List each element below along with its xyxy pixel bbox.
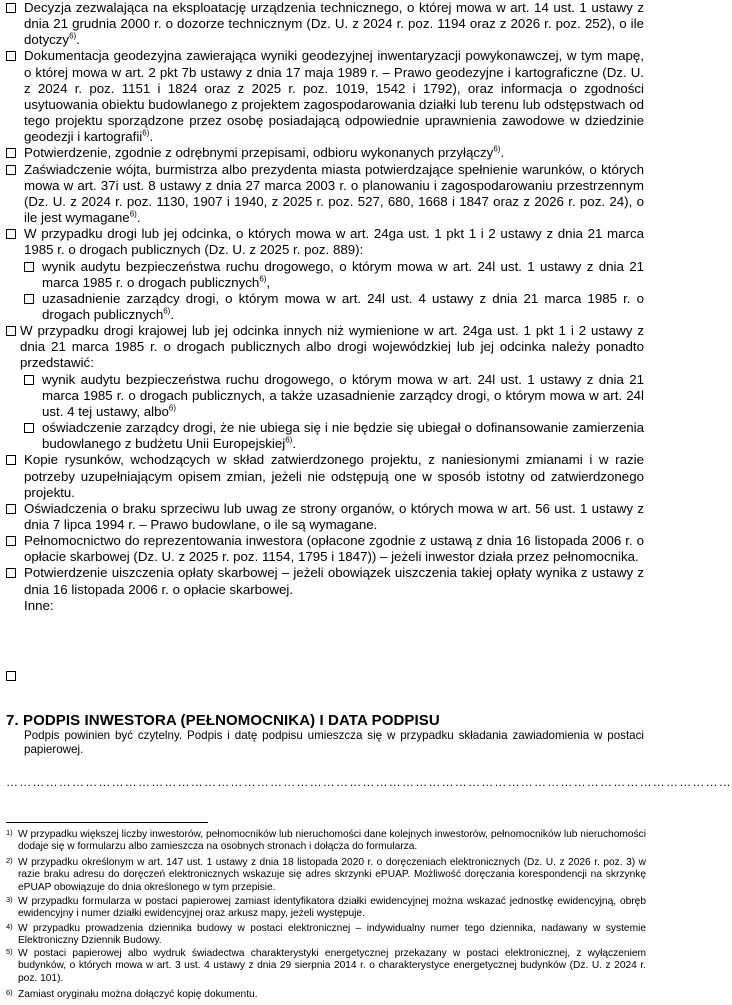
attachment-text: W przypadku drogi lub jej odcinka, o których mowa w art. 24ga ust. 1 pkt 1 i 2 ustawy z dnia 21 marca 1985 r. o drogach publicznych (Dz. U. z 2025 r. poz. 889): xyxy=(24,226,644,258)
footnote-ref: 6) xyxy=(142,128,150,138)
section-7-title: 7. PODPIS INWESTORA (PEŁNOMOCNIKA) I DATA PODPISU xyxy=(6,712,440,729)
footnote-divider xyxy=(6,822,208,823)
footnote-number: 2) xyxy=(6,856,13,865)
attachment-item-krajowa-wynik xyxy=(0,372,650,420)
attachment-text: uzasadnienie zarządcy drogi, o którym mowa w art. 24l ust. 4 ustawy z dnia 21 marca 1985 r. o drogach publicznych xyxy=(42,290,644,322)
footnote-6 xyxy=(6,989,646,1001)
checkbox-oplata[interactable] xyxy=(6,568,16,578)
footnote-text: Zamiast oryginału można dołączyć kopię dokumentu. xyxy=(18,989,258,1000)
footnote-ref: 6) xyxy=(285,435,293,445)
attachment-text-tail: . xyxy=(500,145,505,161)
attachment-text-tail: . xyxy=(170,306,175,322)
attachment-text: wynik audytu bezpieczeństwa ruchu drogowego, o którym mowa w art. 24l ust. 1 ustawy z dnia 21 marca 1985 r. o drogach publicznych xyxy=(42,258,644,290)
footnote-number: 3) xyxy=(6,895,13,904)
signature-field[interactable]: ………………………………………………………………………………………………………………………………………………… xyxy=(6,775,732,789)
footnote-text: W postaci papierowej albo wydruk świadectwa charakterystyki energetycznej przekazany w postaci elektronicznej, z wyłączeniem budynków, o których mowa w art. 3 ust. 4 ustawy z dnia 29 sierpnia 2014 r. o charakterystyce energetycznej budynków (Dz. U. z 2024 r. poz. 101). xyxy=(18,948,646,984)
checkbox-oswiadczenie-sprzeciw[interactable] xyxy=(6,504,16,514)
footnote-number: 1) xyxy=(6,828,13,837)
footnote-ref: 6) xyxy=(69,31,77,41)
other-checkbox[interactable] xyxy=(6,671,16,681)
attachment-text: Decyzja zezwalająca na eksploatację urządzenia technicznego, o której mowa w art. 14 ust. 1 ustawy z dnia 21 grudnia 2000 r. o dozorze technicznym (Dz. U. z 2024 r. poz. 1194 oraz z 2026 r. poz. 252), o ile dotyczy xyxy=(24,0,644,48)
footnote-3 xyxy=(6,896,646,921)
attachment-item-oplata xyxy=(0,565,650,597)
attachment-item-zaswiadczenie xyxy=(0,162,650,227)
footnote-2 xyxy=(6,857,646,894)
footnote-1 xyxy=(6,829,646,854)
checkbox-droga-wynik[interactable] xyxy=(24,262,34,272)
attachment-text: wynik audytu bezpieczeństwa ruchu drogowego, o którym mowa w art. 24l ust. 1 ustawy z dnia 21 marca 1985 r. o drogach publicznych, a także uzasadnienie zarządcy drogi, o którym mowa w art. 24l ust. 4 tej ustawy, albo xyxy=(42,371,644,419)
checkbox-droga-uzasadnienie[interactable] xyxy=(24,294,34,304)
attachment-item-droga-uzasadnienie xyxy=(0,291,650,323)
attachment-text: Dokumentacja geodezyjna zawierająca wyniki geodezyjnej inwentaryzacji powykonawczej, w tym mapę, o której mowa w art. 2 pkt 7b ustawy z dnia 17 maja 1989 r. – Prawo geodezyjne i kartograficzne (Dz. U. z 2024 r. poz. 1151 i 1824 oraz z 2025 r. poz. 1019, 1542 i 1792), oraz informacja o zgodności usytuowania obiektu budowlanego z projektem zagospodarowania działki lub terenu lub odstępstwach od tego projektu sporządzone przez osobę posiadającą odpowiednie uprawnienia zawodowe w dziedzinie geodezji i kartografii xyxy=(24,48,644,145)
attachment-item-decyzja xyxy=(0,0,650,48)
attachment-text-tail: . xyxy=(292,436,297,452)
other-label: Inne: xyxy=(24,597,54,613)
checkbox-potwierdzenie[interactable] xyxy=(6,148,16,158)
section-7-note: Podpis powinien być czytelny. Podpis i datę podpisu umieszcza się w przypadku składania zawiadomienia w postaci papierowej. xyxy=(24,729,644,757)
footnote-ref: 6) xyxy=(129,209,137,219)
checkbox-droga[interactable] xyxy=(6,229,16,239)
footnote-5 xyxy=(6,948,646,985)
attachment-text-tail: . xyxy=(136,210,141,226)
footnote-4 xyxy=(6,923,646,948)
checkbox-droga-krajowa[interactable] xyxy=(6,326,16,336)
checkbox-kopie[interactable] xyxy=(6,455,16,465)
attachment-text: Potwierdzenie uiszczenia opłaty skarbowej – jeżeli obowiązek uiszczenia takiej opłaty wynika z ustawy z dnia 16 listopada 2006 r. o opłacie skarbowej. xyxy=(24,565,644,597)
footnote-text: W przypadku formularza w postaci papierowej zamiast identyfikatora działki ewidencyjnej można wskazać jednostkę ewidencyjną, obręb ewidencyjny i numer działki ewidencyjnej oraz arkusz mapy, jeżeli występuje. xyxy=(18,896,646,920)
footnote-ref: 6) xyxy=(168,403,177,413)
footnote-ref: 6) xyxy=(259,274,267,284)
footnote-text: W przypadku większej liczby inwestorów, pełnomocników lub nieruchomości dane kolejnych inwestorów, pełnomocników lub nieruchomości dodaje się w formularzu albo zamieszcza na osobnych stronach i dołącza do formularza. xyxy=(18,829,646,853)
attachment-text: oświadczenie zarządcy drogi, że nie ubiega się i nie będzie się ubiegał o dofinansowanie zamierzenia budowlanego z budżetu Unii Europejskiej xyxy=(42,420,644,452)
attachment-text: Potwierdzenie, zgodnie z odrębnymi przepisami, odbioru wykonanych przyłączy xyxy=(24,145,494,161)
attachment-item-droga-krajowa xyxy=(0,323,650,371)
attachment-item-potwierdzenie xyxy=(0,145,650,161)
footnote-text: W przypadku określonym w art. 147 ust. 1 ustawy z dnia 18 listopada 2020 r. o doręczeniach elektronicznych (Dz. U. z 2026 r. poz. 3) w razie braku adresu do doręczeń elektronicznych wskazuje się adres skrzynki ePUAP. Możliwość doręczania korespondencji na skrzynkę ePUAP obowiązuje do dnia określonego w tym przepisie. xyxy=(18,857,646,893)
attachment-item-pelnomocnictwo xyxy=(0,533,650,565)
attachment-text-tail: , xyxy=(266,274,271,290)
attachment-item-krajowa-oswiadczenie xyxy=(0,420,650,452)
checkbox-krajowa-wynik[interactable] xyxy=(24,375,34,385)
attachment-text: W przypadku drogi krajowej lub jej odcinka innych niż wymienione w art. 24ga ust. 1 pkt 1 i 2 ustawy z dnia 21 marca 1985 r. o drogach publicznych albo drogi wojewódzkiej lub jej odcinka należy ponadto przedstawić: xyxy=(20,323,644,371)
checkbox-zaswiadczenie[interactable] xyxy=(6,165,16,175)
footnote-number: 5) xyxy=(6,947,13,956)
attachment-text: Kopie rysunków, wchodzących w skład zatwierdzonego projektu, z naniesionymi zmianami i w razie potrzeby uzupełniającym opisem zmian, jeżeli nie odstępują one w sposób istotny od zatwierdzonego projektu. xyxy=(24,452,644,500)
attachment-text: Zaświadczenie wójta, burmistrza albo prezydenta miasta potwierdzające spełnienie warunków, o których mowa w art. 37i ust. 8 ustawy z dnia 27 marca 2003 r. o planowaniu i zagospodarowaniu przestrzennym (Dz. U. z 2024 r. poz. 1130, 1907 i 1940, z 2025 r. poz. 527, 680, 1668 i 1847 oraz z 2026 r. poz. 24), o ile jest wymagane xyxy=(24,161,644,226)
attachment-text: Oświadczenia o braku sprzeciwu lub uwag ze strony organów, o których mowa w art. 56 ust. 1 ustawy z dnia 7 lipca 1994 r. – Prawo budowlane, o ile są wymagane. xyxy=(24,500,644,532)
checkbox-pelnomocnictwo[interactable] xyxy=(6,536,16,546)
footnote-ref: 6) xyxy=(163,306,171,316)
checkbox-krajowa-oswiadczenie[interactable] xyxy=(24,423,34,433)
footnote-text: W przypadku prowadzenia dziennika budowy w postaci elektronicznej – indywidualny numer tego dziennika, nadawany w systemie Elektroniczny Dziennik Budowy. xyxy=(18,923,646,947)
footnote-number: 4) xyxy=(6,922,13,931)
attachment-text: Pełnomocnictwo do reprezentowania inwestora (opłacone zgodnie z ustawą z dnia 16 listopada 2006 r. o opłacie skarbowej (Dz. U. z 2025 r. poz. 1154, 1795 i 1847)) – jeżeli inwestor działa przez pełnomocnika. xyxy=(24,533,644,565)
attachment-item-droga-wynik xyxy=(0,259,650,291)
checkbox-dokumentacja[interactable] xyxy=(6,51,16,61)
attachment-text-tail: . xyxy=(76,32,80,48)
checkbox-decyzja[interactable] xyxy=(6,3,16,13)
footnote-number: 6) xyxy=(6,988,13,997)
footnote-ref: 6) xyxy=(493,144,501,154)
attachment-item-kopie xyxy=(0,452,650,500)
attachment-item-oswiadczenie-sprzeciw xyxy=(0,501,650,533)
attachment-item-droga xyxy=(0,226,650,258)
attachment-item-dokumentacja xyxy=(0,48,650,145)
attachment-text-tail: . xyxy=(149,129,154,145)
